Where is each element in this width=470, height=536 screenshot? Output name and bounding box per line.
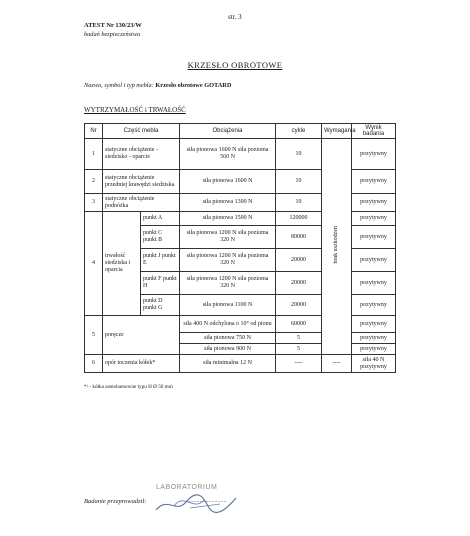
cell-load: siła minimalna 12 N [180,355,276,373]
cell-result: pozytywny [352,316,396,333]
cell-result: siła 40 N pozytywny [352,355,396,373]
cell-result: pozytywny [352,333,396,344]
cell-nr: 6 [85,355,103,373]
cell-load: siła pionowa 750 N [180,333,276,344]
certificate-subtitle: badań bezpieczeństwa [84,31,141,38]
header-load: Obciążenia [180,124,276,139]
signature-dots: ........................... [186,498,227,504]
table-row [85,139,396,170]
footnote: */ - kółka samohamowne typu H Ø 50 mm [84,384,173,390]
cell-result: pozytywny [352,170,396,194]
cell-cycles: 10 [276,194,322,212]
cell-result: pozytywny [352,194,396,212]
cell-load: siła pionowa 1100 N [180,295,276,316]
cell-result: pozytywny [352,139,396,170]
cell-nr: 5 [85,316,103,355]
page-number: str. 3 [228,13,242,21]
header-part: Część mebla [103,124,180,139]
product-label: Nazwa, symbol i typ mebla: [84,82,154,89]
cell-nr: 3 [85,194,103,212]
table-header-row [85,124,396,139]
cell-subpoint: punkt C punkt B [141,226,180,249]
cell-load: siła pionowa 900 N [180,344,276,355]
cell-cycles: 20000 [276,249,322,272]
cell-result: pozytywny [352,344,396,355]
product-line [84,82,231,89]
header-nr: Nr [85,124,103,139]
cell-part: poręcze [103,316,180,355]
cell-result: pozytywny [352,272,396,295]
cell-result: pozytywny [352,249,396,272]
cell-cycles: 5 [276,333,322,344]
cell-requirements: ---- [322,355,352,373]
table-row [85,355,396,373]
cell-part: statyczne obciążenie podnóżka [103,194,180,212]
cell-load: siła pionowa 1500 N [180,212,276,226]
cell-requirements-merged [322,139,352,355]
cell-nr: 4 [85,212,103,316]
cell-nr: 1 [85,139,103,170]
cell-subpoint: punkt A [141,212,180,226]
header-requirements: Wymagania [322,124,352,139]
cell-load: siła 400 N odchylona o 10° od pionu [180,316,276,333]
cell-result: pozytywny [352,212,396,226]
results-table [84,123,396,373]
cell-load: siła pionowa 1300 N [180,194,276,212]
cell-cycles: 80000 [276,226,322,249]
cell-nr: 2 [85,170,103,194]
cell-load: siła pionowa 1200 N siła pozioma 320 N [180,226,276,249]
cell-result: pozytywny [352,295,396,316]
signature-label: Badanie przeprowadził: [84,498,147,505]
cell-part: trwałość siedziska i oparcia [103,212,141,316]
section-title: WYTRZYMAŁOŚĆ i TRWAŁOŚĆ [84,106,186,114]
cell-part: opór toczenia kółek* [103,355,180,373]
cell-cycles: 20000 [276,295,322,316]
cell-cycles: 5 [276,344,322,355]
document-title: KRZESŁO OBROTOWE [187,60,283,70]
product-name: Krzesło obrotowe GOTARD [155,82,232,89]
cell-load: siła pionowa 1200 N siła pozioma 320 N [180,272,276,295]
laboratory-stamp: LABORATORIUM [156,484,218,491]
cell-cycles: 10 [276,170,322,194]
cell-cycles: 10 [276,139,322,170]
cell-load: siła pionowa 1600 N [180,170,276,194]
certificate-number: ATEST Nr 130/23/W [84,22,142,29]
cell-load: siła pionowa 1600 N siła pozioma 560 N [180,139,276,170]
requirements-vertical-text: brak uszkodzeń [333,226,339,264]
cell-cycles: ---- [276,355,322,373]
cell-subpoint: punkt J punkt E [141,249,180,272]
cell-load: siła pionowa 1200 N siła pozioma 320 N [180,249,276,272]
cell-subpoint: punkt F punkt H [141,272,180,295]
cell-part: statyczne obciążenie przedniej krawędzi siedziska [103,170,180,194]
cell-subpoint: punkt D punkt G [141,295,180,316]
cell-part: statyczne obciążenie - siedzisko - oparcie [103,139,180,170]
cell-cycles: 20000 [276,272,322,295]
header-cycles: cykle [276,124,322,139]
cell-cycles: 60000 [276,316,322,333]
cell-cycles: 120000 [276,212,322,226]
header-result: Wynik badania [352,124,396,139]
cell-result: pozytywny [352,226,396,249]
handwritten-signature [150,486,240,516]
